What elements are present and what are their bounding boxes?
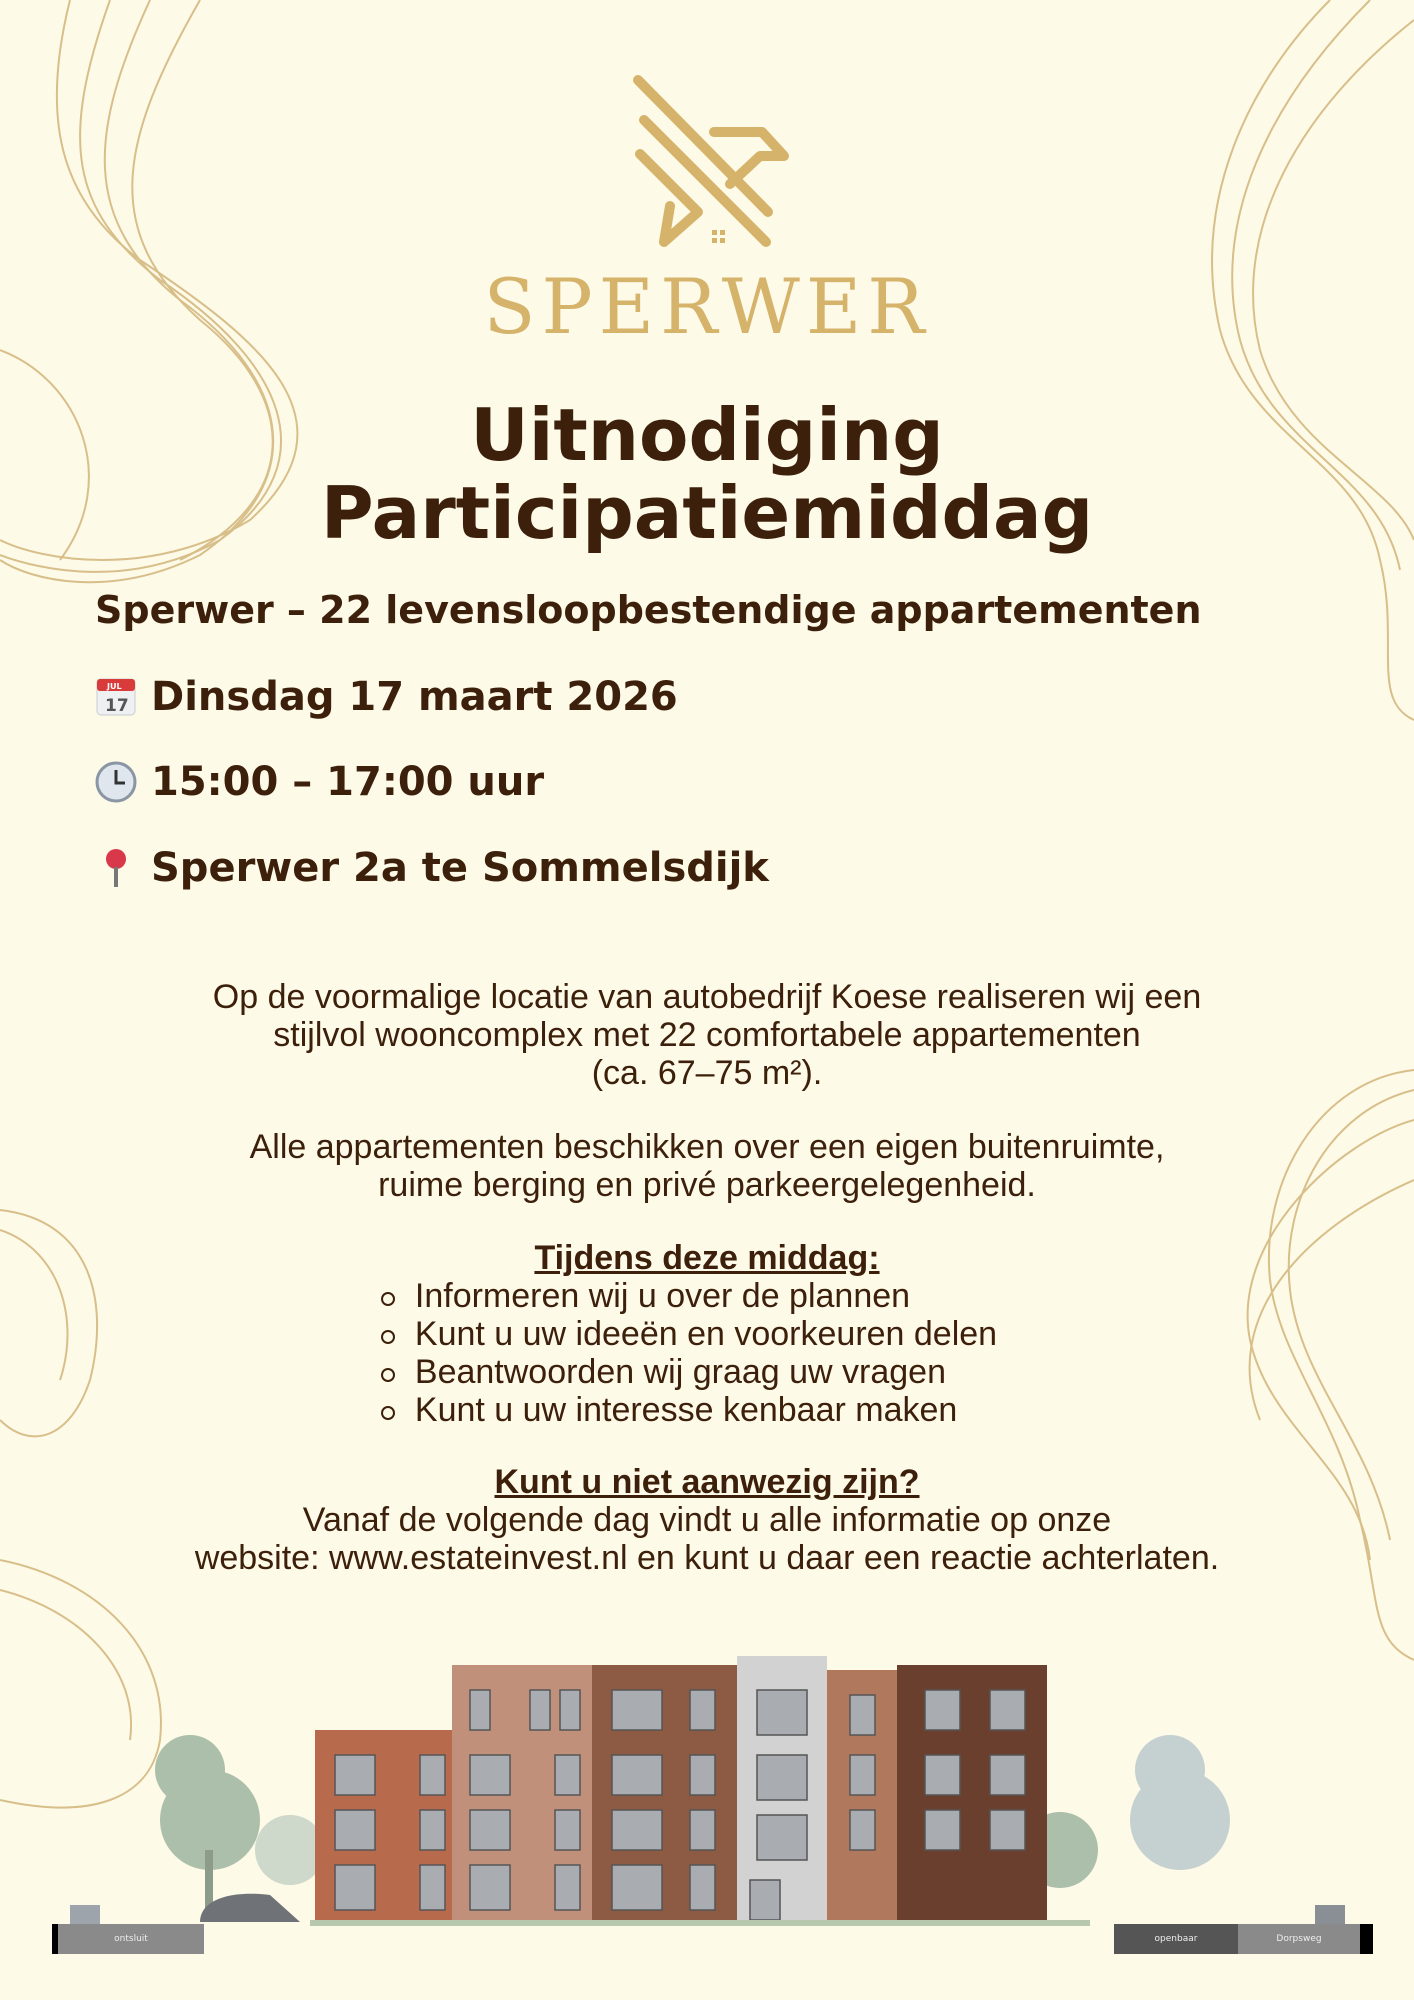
time-row — [95, 759, 544, 805]
during-list — [377, 1277, 997, 1429]
pin-icon — [95, 847, 137, 889]
road-label-ontsluit: ontsluit — [52, 1924, 204, 1954]
page-title — [0, 393, 1414, 555]
title-line-1: Uitnodiging — [470, 393, 944, 477]
location-row — [95, 845, 769, 891]
title-line-2: Participatiemiddag — [320, 471, 1094, 555]
during-heading: Tijdens deze middag: — [534, 1239, 880, 1277]
date-row — [95, 674, 678, 720]
svg-text:JUL: JUL — [107, 682, 122, 691]
subtitle: Sperwer – 22 levensloopbestendige appartementen — [95, 588, 1202, 632]
time-text: 15:00 – 17:00 uur — [151, 759, 545, 805]
calendar-icon — [95, 676, 137, 718]
location-text: Sperwer 2a te Sommelsdijk — [151, 845, 769, 891]
list-item: Informeren wij u over de plannen — [377, 1277, 997, 1315]
sperwer-logo-icon — [630, 70, 790, 250]
text-line: stijlvol wooncomplex met 22 comfortabele appartementen — [273, 1016, 1141, 1054]
clock-icon — [95, 761, 137, 803]
during-section — [40, 1239, 1374, 1429]
road-label-dorpsweg: Dorpsweg — [1238, 1924, 1373, 1954]
intro-paragraph — [40, 978, 1374, 1092]
list-item: Kunt u uw interesse kenbaar maken — [377, 1391, 997, 1429]
text-line: Vanaf de volgende dag vindt u alle informatie op onze — [302, 1501, 1112, 1539]
features-paragraph — [40, 1128, 1374, 1204]
building-illustration — [0, 1650, 1414, 1950]
brand-name: SPERWER — [483, 262, 931, 351]
road-label-openbaar: openbaar — [1114, 1924, 1238, 1954]
absent-heading: Kunt u niet aanwezig zijn? — [494, 1463, 920, 1501]
date-text: Dinsdag 17 maart 2026 — [151, 674, 678, 720]
text-line: website: www.estateinvest.nl en kunt u daar een reactie achterlaten. — [194, 1539, 1220, 1577]
text-line: Op de voormalige locatie van autobedrijf Koese realiseren wij een — [212, 978, 1202, 1016]
absent-section — [40, 1463, 1374, 1577]
svg-text:17: 17 — [105, 696, 129, 716]
text-line: ruime berging en privé parkeergelegenheid. — [378, 1166, 1036, 1204]
text-line: Alle appartementen beschikken over een eigen buitenruimte, — [249, 1128, 1165, 1166]
list-item: Beantwoorden wij graag uw vragen — [377, 1353, 997, 1391]
text-line: (ca. 67–75 m²). — [591, 1054, 823, 1092]
list-item: Kunt u uw ideeën en voorkeuren delen — [377, 1315, 997, 1353]
